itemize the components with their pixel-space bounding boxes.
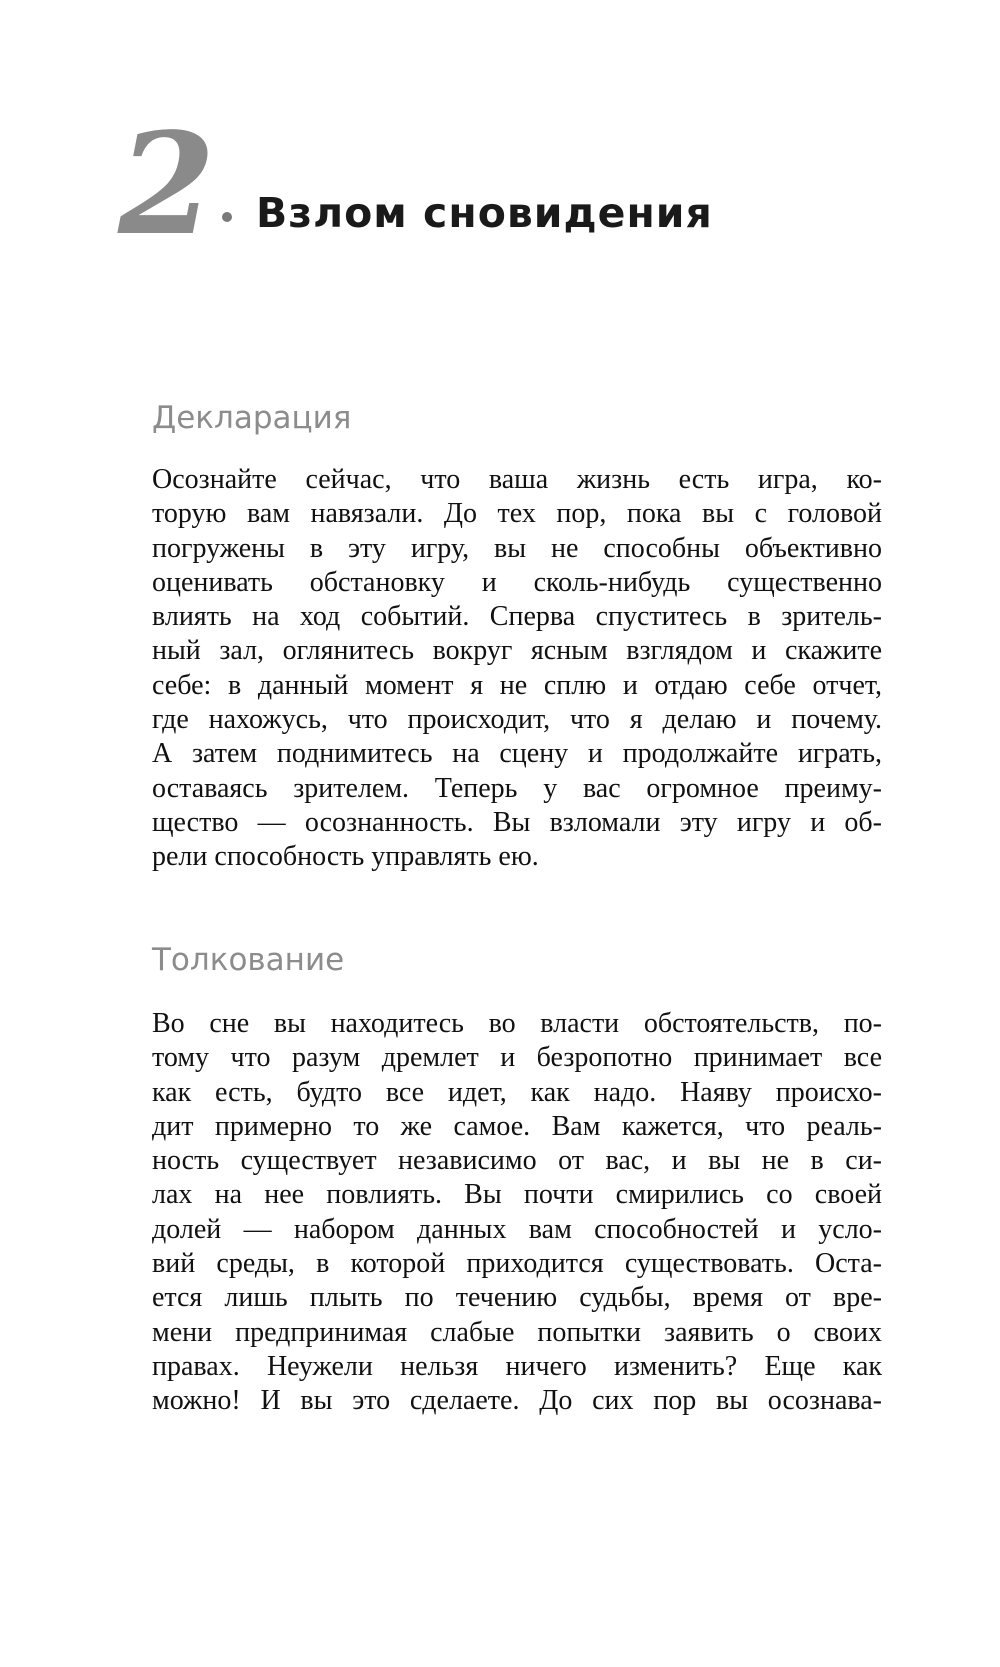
chapter-number-dot	[222, 212, 232, 222]
text-line: долей — набором данных вам способностей и усло-	[152, 1213, 882, 1245]
text-line: можно! И вы это сделаете. До сих пор вы осознава-	[152, 1385, 882, 1417]
text-line: мени предпринимая слабые попытки заявить о своих	[152, 1316, 882, 1348]
text-line: оставаясь зрителем. Теперь у вас огромное преиму-	[152, 772, 882, 804]
text-line: ный зал, оглянитесь вокруг ясным взглядом и скажите	[152, 635, 882, 667]
chapter-header	[118, 103, 878, 267]
paragraph-declaration	[152, 463, 882, 875]
text-line: тому что разум дремлет и безропотно принимает все	[152, 1042, 882, 1074]
text-line: влиять на ход событий. Сперва спуститесь в зритель-	[152, 601, 882, 633]
text-line: себе: в данный момент я не сплю и отдаю себе отчет,	[152, 669, 882, 701]
text-line: рели способность управлять ею.	[152, 841, 539, 873]
text-line: правах. Неужели нельзя ничего изменить? Еще как	[152, 1350, 882, 1382]
text-line: щество — осознанность. Вы взломали эту игру и об-	[152, 806, 882, 838]
text-line: Во сне вы находитесь во власти обстоятельств, по-	[152, 1008, 882, 1039]
text-line: торую вам навязали. До тех пор, пока вы с головой	[152, 498, 882, 530]
text-line: ется лишь плыть по течению судьбы, время от вре-	[152, 1282, 882, 1314]
text-line: вий среды, в которой приходится существовать. Оста-	[152, 1248, 882, 1280]
text-line: погружены в эту игру, вы не способны объективно	[152, 532, 882, 564]
text-line: где нахожусь, что происходит, что я делаю и почему.	[152, 704, 882, 736]
text-line: лах на нее повлиять. Вы почти смирились со своей	[152, 1179, 882, 1211]
text-line: А затем поднимитесь на сцену и продолжайте играть,	[152, 738, 882, 770]
chapter-title: Взлом сновидения	[256, 189, 713, 237]
section-heading-declaration: Декларация	[152, 400, 352, 436]
text-line: дит примерно то же самое. Вам кажется, что реаль-	[152, 1110, 882, 1142]
text-line: оценивать обстановку и сколь-нибудь существенно	[152, 566, 882, 598]
text-line: ность существует независимо от вас, и вы не в си-	[152, 1145, 882, 1177]
paragraph-interpretation	[152, 1007, 882, 1419]
chapter-number: 2	[118, 103, 212, 267]
section-heading-interpretation: Толкование	[152, 942, 345, 978]
text-line: как есть, будто все идет, как надо. Наяву происхо-	[152, 1076, 882, 1108]
text-line: Осознайте сейчас, что ваша жизнь есть игра, ко-	[152, 464, 882, 495]
